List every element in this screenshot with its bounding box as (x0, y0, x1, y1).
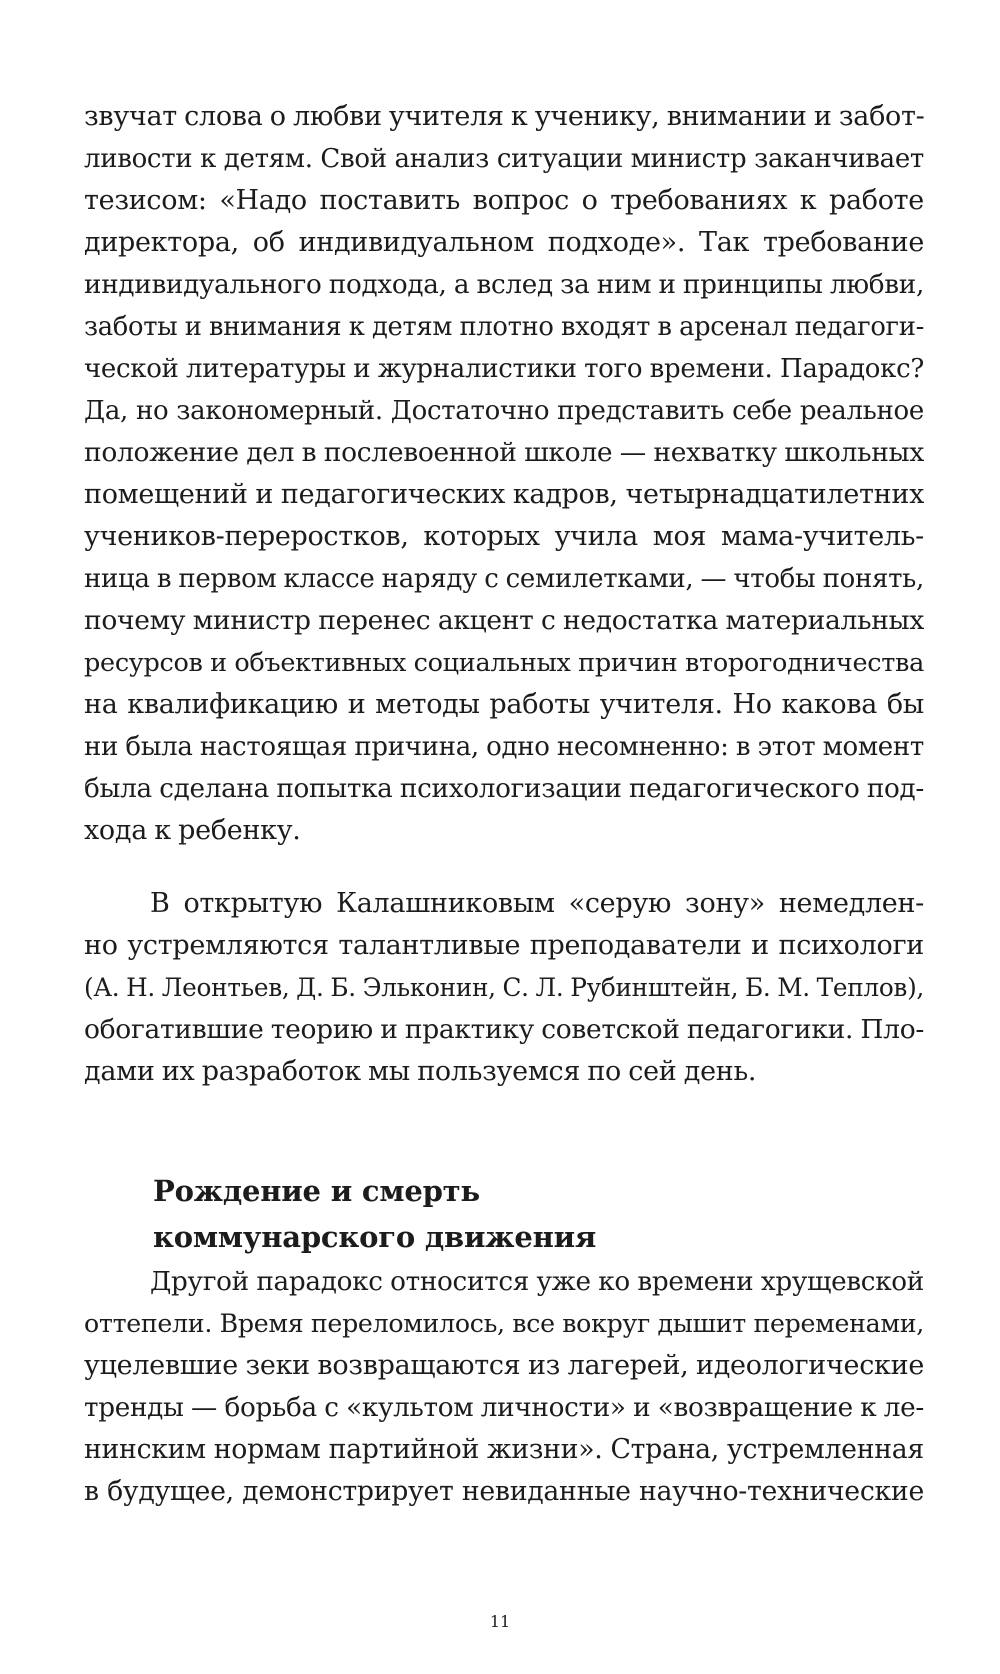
text-line: почему министр перенес акцент с недостатка материальных (84, 605, 924, 636)
text-line: обогатившие теорию и практику советской педагогики. Пло- (84, 1014, 924, 1045)
page-number: 11 (489, 1612, 511, 1631)
text-line: на квалификацию и методы работы учителя. Но какова бы (84, 689, 924, 720)
text-line: тезисом: «Надо поставить вопрос о требованиях к работе (84, 185, 924, 216)
text-line: учеников-переростков, которых учила моя мама-учитель- (84, 521, 924, 552)
text-line: помещений и педагогических кадров, четырнадцатилетних (84, 479, 924, 510)
text-line: индивидуального подхода, а вслед за ним и принципы любви, (84, 270, 924, 300)
paragraph-1 (84, 96, 924, 852)
text-line: ресурсов и объективных социальных причин второгодничества (84, 648, 924, 678)
text-line: ни была настоящая причина, одно несомненно: в этот момент (84, 732, 924, 762)
text-line: в будущее, демонстрирует невиданные научно-технические (84, 1476, 924, 1507)
text-line: но устремляются талантливые преподаватели и психологи (84, 930, 924, 961)
text-line: уцелевшие зеки возвращаются из лагерей, идеологические (84, 1350, 924, 1381)
paragraph-2 (84, 883, 924, 1093)
text-line: ница в первом классе наряду с семилетками, — чтобы понять, (84, 564, 924, 594)
text-line: ческой литературы и журналистики того времени. Парадокс? (84, 354, 924, 384)
text-line: ливости к детям. Свой анализ ситуации министр заканчивает (84, 144, 924, 174)
text-line: В открытую Калашниковым «серую зону» немедлен- (150, 888, 924, 919)
text-line: оттепели. Время переломилось, все вокруг дышит переменами, (84, 1309, 924, 1338)
text-line: (А. Н. Леонтьев, Д. Б. Эльконин, С. Л. Рубинштейн, Б. М. Теплов), (84, 973, 924, 1002)
heading-line: Рождение и смерть (153, 1174, 480, 1208)
text-line: хода к ребенку. (84, 815, 301, 846)
section-heading (153, 1168, 913, 1260)
text-line: Да, но закономерный. Достаточно представить себе реальное (84, 396, 924, 426)
text-line: Другой парадокс относится уже ко времени хрущевской (150, 1267, 924, 1297)
text-line: звучат слова о любви учителя к ученику, внимании и забот- (84, 101, 925, 132)
text-line: нинским нормам партийной жизни». Страна, устремленная (84, 1434, 924, 1465)
heading-line: коммунарского движения (153, 1220, 597, 1254)
text-line: тренды — борьба с «культом личности» и «возвращение к ле- (84, 1393, 924, 1423)
text-line: была сделана попытка психологизации педагогического под- (84, 774, 924, 804)
text-line: дами их разработок мы пользуемся по сей день. (84, 1056, 757, 1087)
paragraph-3 (84, 1261, 924, 1513)
text-line: заботы и внимания к детям плотно входят в арсенал педагоги- (84, 312, 924, 342)
text-line: директора, об индивидуальном подходе». Так требование (84, 227, 924, 258)
text-line: положение дел в послевоенной школе — нехватку школьных (84, 437, 924, 468)
